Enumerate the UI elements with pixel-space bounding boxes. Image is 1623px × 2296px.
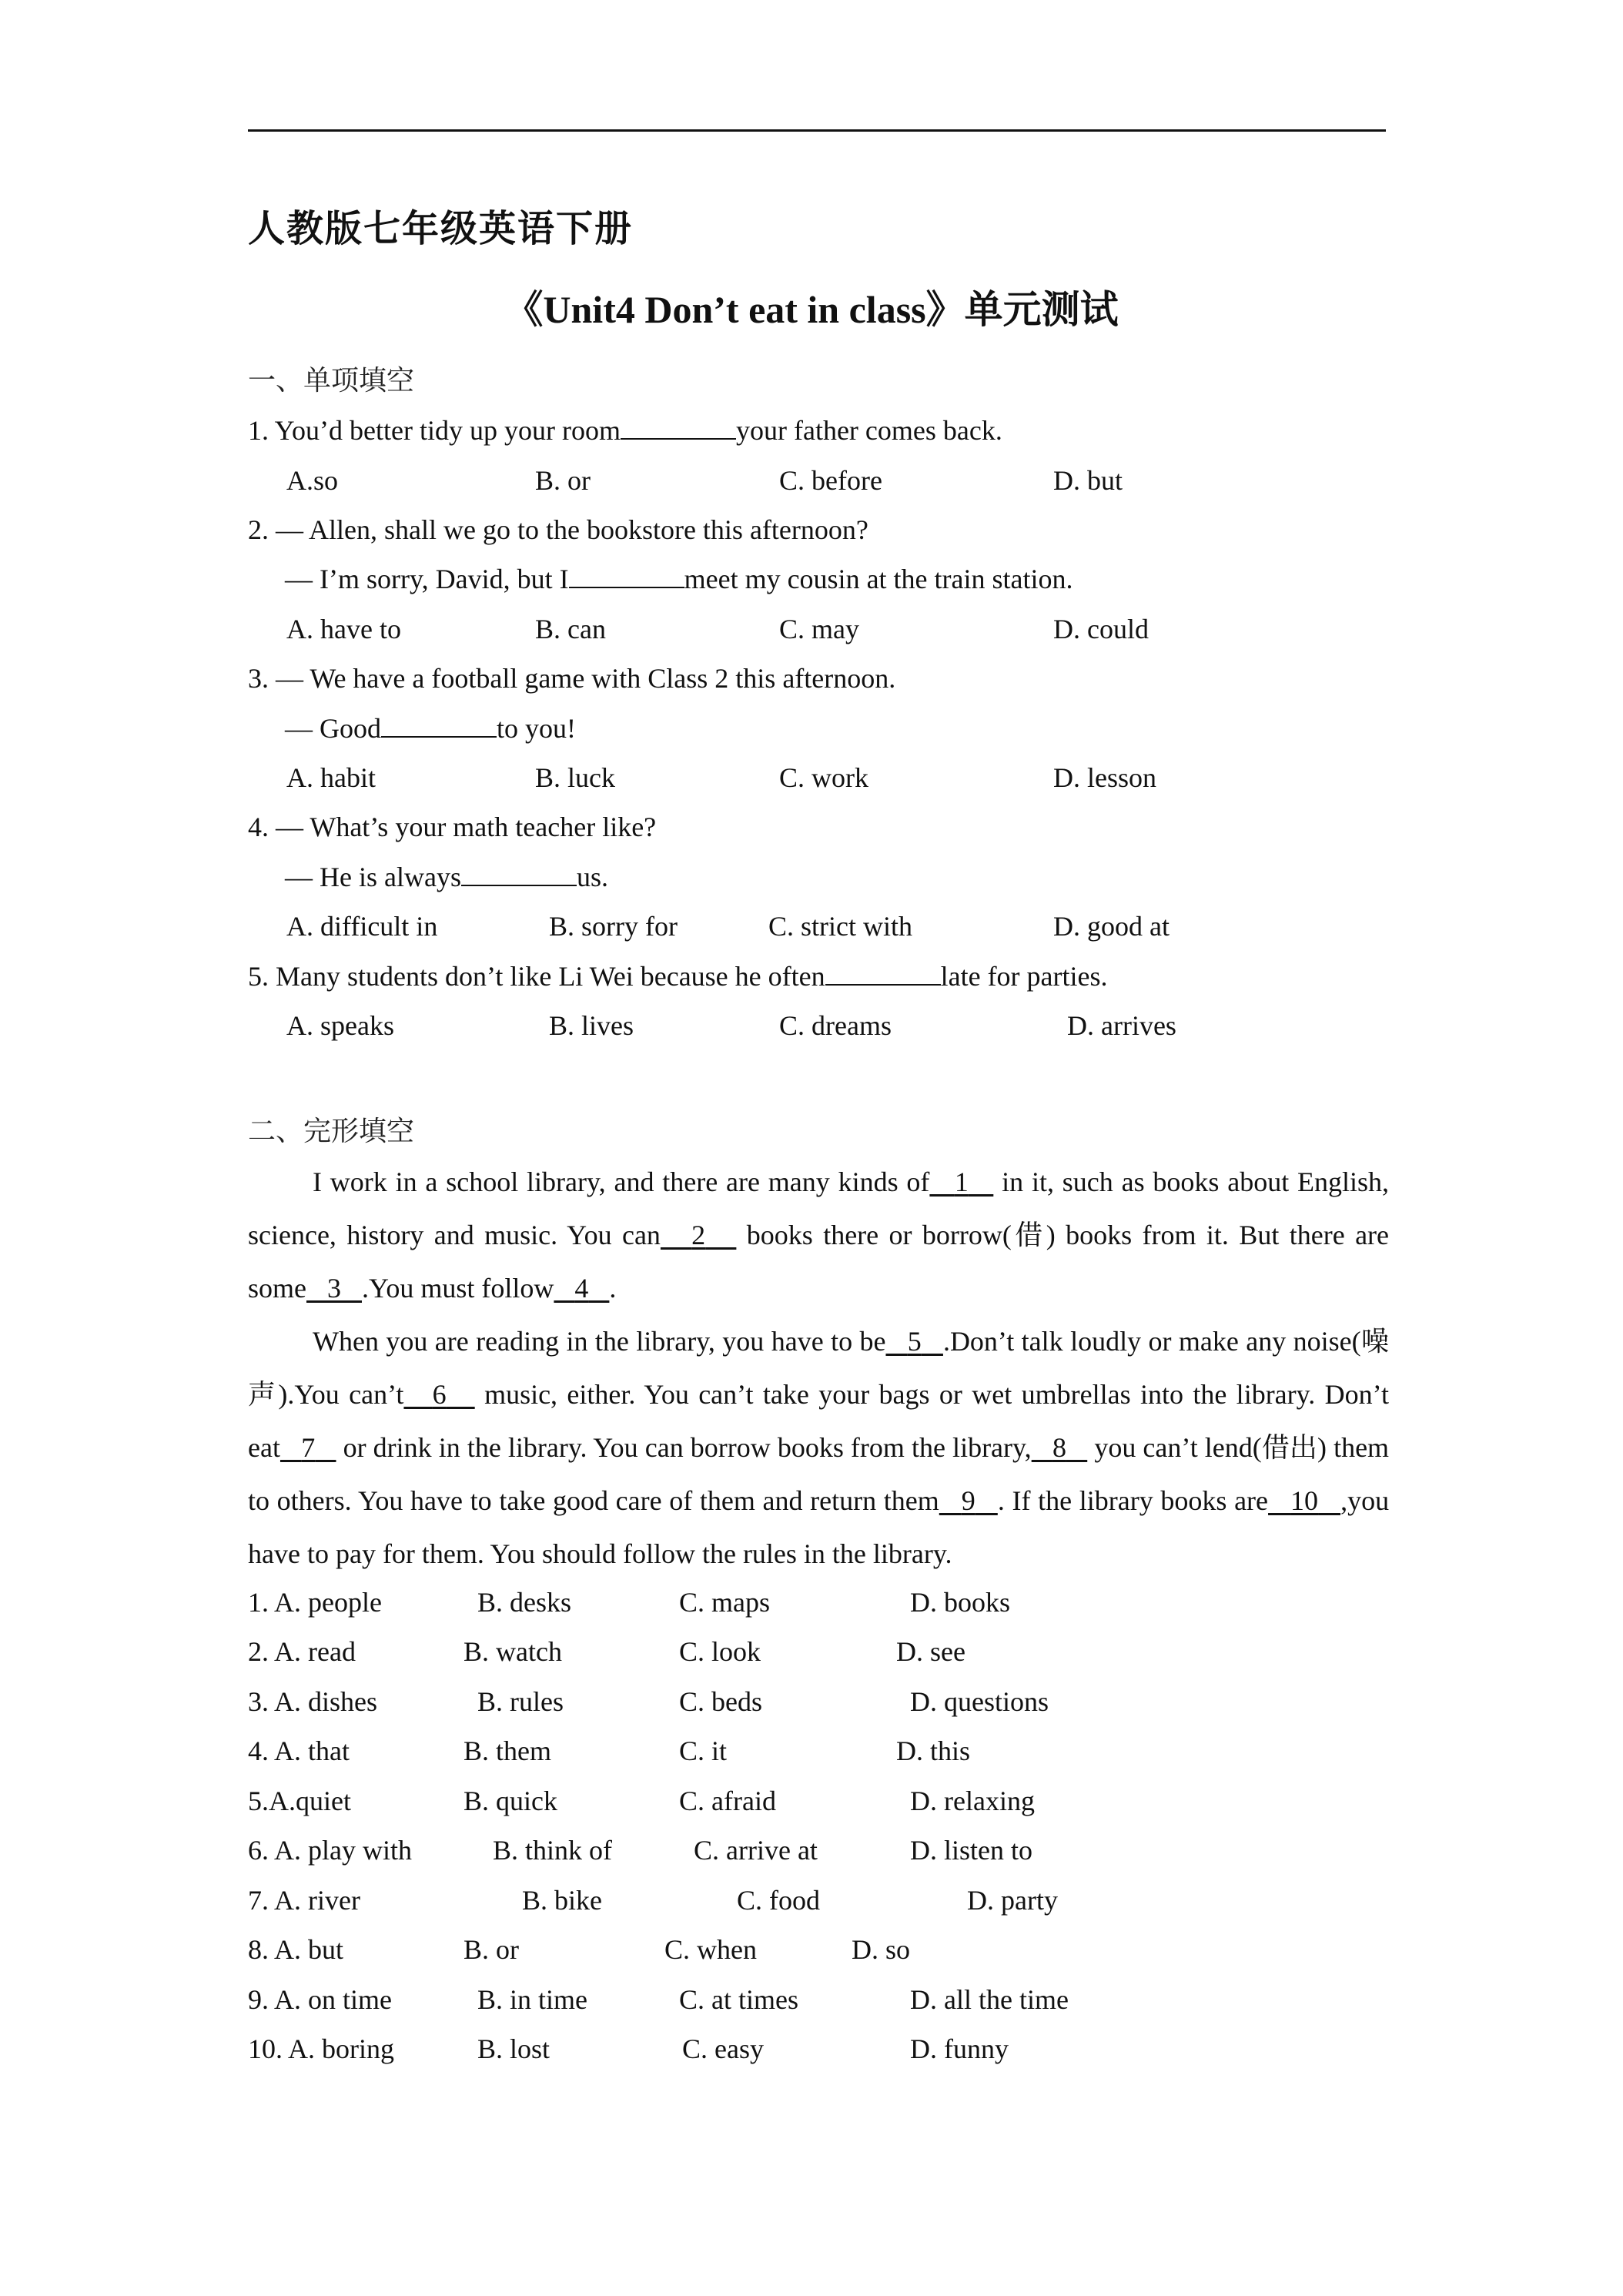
cloze-paragraph-1: I work in a school library, and there are many kinds of 1 in it, such as books about English, science, history and music. You can 2 books there or borrow(借) books from it. But there are some 3 .You must follow 4 . (248, 1166, 1390, 1304)
q5-option-d: D. arrives (1067, 1010, 1176, 1041)
q3-option-b: B. luck (535, 762, 615, 793)
q3-stem-2: — Good to you! (285, 713, 576, 744)
cloze-opt-7-b: B. bike (522, 1885, 602, 1916)
cloze-opt-10-c: C. easy (682, 2033, 764, 2064)
q2-option-c: C. may (779, 614, 859, 644)
q3-option-d: D. lesson (1053, 762, 1156, 793)
q4-option-b: B. sorry for (549, 911, 678, 942)
cloze-opt-4-b: B. them (463, 1735, 551, 1766)
cloze-opt-6-a: 6. A. play with (248, 1835, 412, 1866)
cloze-paragraph-2: When you are reading in the library, you have to be 5 .Don’t talk loudly or make any noise(噪声).You can’t 6 music, either. You can’t take your bags or wet umbrellas into the library. Don’t eat 7 or drink in the library. You can borrow books from the library, 8 you can’t lend(借出) them to others. You have to take good care of them and return them 9 . If the library books are 10 ,you have to pay for them. You should follow the rules in the library. (248, 1326, 1390, 1569)
cloze-opt-3-b: B. rules (477, 1686, 564, 1717)
q2-option-d: D. could (1053, 614, 1149, 644)
cloze-opt-3-c: C. beds (679, 1686, 762, 1717)
q3-option-a: A. habit (286, 762, 376, 793)
cloze-opt-3-d: D. questions (910, 1686, 1049, 1717)
q4-stem-2: — He is always us. (285, 862, 608, 892)
cloze-opt-8-a: 8. A. but (248, 1934, 344, 1965)
cloze-opt-10-d: D. funny (910, 2033, 1009, 2064)
q1-option-a: A.so (286, 465, 339, 496)
section2-heading: 二、完形填空 (248, 1116, 415, 1147)
section1-heading: 一、单项填空 (248, 365, 415, 397)
cloze-opt-2-b: B. watch (463, 1636, 562, 1667)
q1-option-b: B. or (535, 465, 591, 496)
cloze-opt-8-b: B. or (463, 1934, 519, 1965)
cloze-opt-10-b: B. lost (477, 2033, 550, 2064)
page-title: 人教版七年级英语下册 (248, 209, 634, 249)
q5-stem: 5. Many students don’t like Li Wei because he often late for parties. (248, 961, 1108, 992)
q5-option-c: C. dreams (779, 1010, 892, 1041)
q4-option-c: C. strict with (768, 911, 912, 942)
q1-stem: 1. You’d better tidy up your room your father comes back. (248, 415, 1002, 446)
cloze-opt-3-a: 3. A. dishes (248, 1686, 378, 1717)
cloze-opt-2-a: 2. A. read (248, 1636, 356, 1667)
cloze-opt-4-d: D. this (896, 1735, 971, 1766)
cloze-opt-6-d: D. listen to (910, 1835, 1032, 1866)
cloze-opt-2-c: C. look (679, 1636, 761, 1667)
cloze-opt-5-a: 5.A.quiet (248, 1786, 351, 1816)
q3-stem-1: 3. — We have a football game with Class 2 this afternoon. (248, 663, 896, 694)
cloze-opt-8-d: D. so (852, 1934, 911, 1965)
cloze-opt-4-c: C. it (679, 1735, 728, 1766)
cloze-opt-8-c: C. when (664, 1934, 757, 1965)
q4-stem-1: 4. — What’s your math teacher like? (248, 812, 657, 842)
cloze-opt-1-c: C. maps (679, 1587, 771, 1618)
q3-option-c: C. work (779, 762, 868, 793)
q4-option-d: D. good at (1053, 911, 1170, 942)
cloze-opt-7-c: C. food (737, 1885, 820, 1916)
header-rule (248, 129, 1386, 132)
q2-option-b: B. can (535, 614, 606, 644)
cloze-opt-6-c: C. arrive at (694, 1835, 818, 1866)
page-subtitle: 《Unit4 Don’t eat in class》单元测试 (504, 288, 1119, 331)
q5-option-a: A. speaks (286, 1010, 394, 1041)
cloze-opt-9-a: 9. A. on time (248, 1984, 392, 2015)
cloze-opt-5-c: C. afraid (679, 1786, 776, 1816)
q2-stem-2: — I’m sorry, David, but I meet my cousin at the train station. (285, 564, 1073, 594)
q4-option-a: A. difficult in (286, 911, 438, 942)
q1-option-d: D. but (1053, 465, 1123, 496)
cloze-opt-9-d: D. all the time (910, 1984, 1069, 2015)
q2-option-a: A. have to (286, 614, 401, 644)
cloze-opt-4-a: 4. A. that (248, 1735, 350, 1766)
cloze-opt-7-d: D. party (967, 1885, 1058, 1916)
cloze-opt-9-c: C. at times (679, 1984, 798, 2015)
cloze-opt-2-d: D. see (896, 1636, 965, 1667)
cloze-opt-9-b: B. in time (477, 1984, 587, 2015)
cloze-opt-10-a: 10. A. boring (248, 2033, 395, 2064)
cloze-opt-1-d: D. books (910, 1587, 1011, 1618)
cloze-opt-5-d: D. relaxing (910, 1786, 1035, 1816)
cloze-opt-1-a: 1. A. people (248, 1587, 382, 1618)
cloze-opt-7-a: 7. A. river (248, 1885, 360, 1916)
q5-option-b: B. lives (549, 1010, 634, 1041)
cloze-opt-6-b: B. think of (493, 1835, 613, 1866)
cloze-opt-1-b: B. desks (477, 1587, 572, 1618)
q1-option-c: C. before (779, 465, 882, 496)
q2-stem-1: 2. — Allen, shall we go to the bookstore this afternoon? (248, 514, 868, 545)
cloze-opt-5-b: B. quick (463, 1786, 557, 1816)
